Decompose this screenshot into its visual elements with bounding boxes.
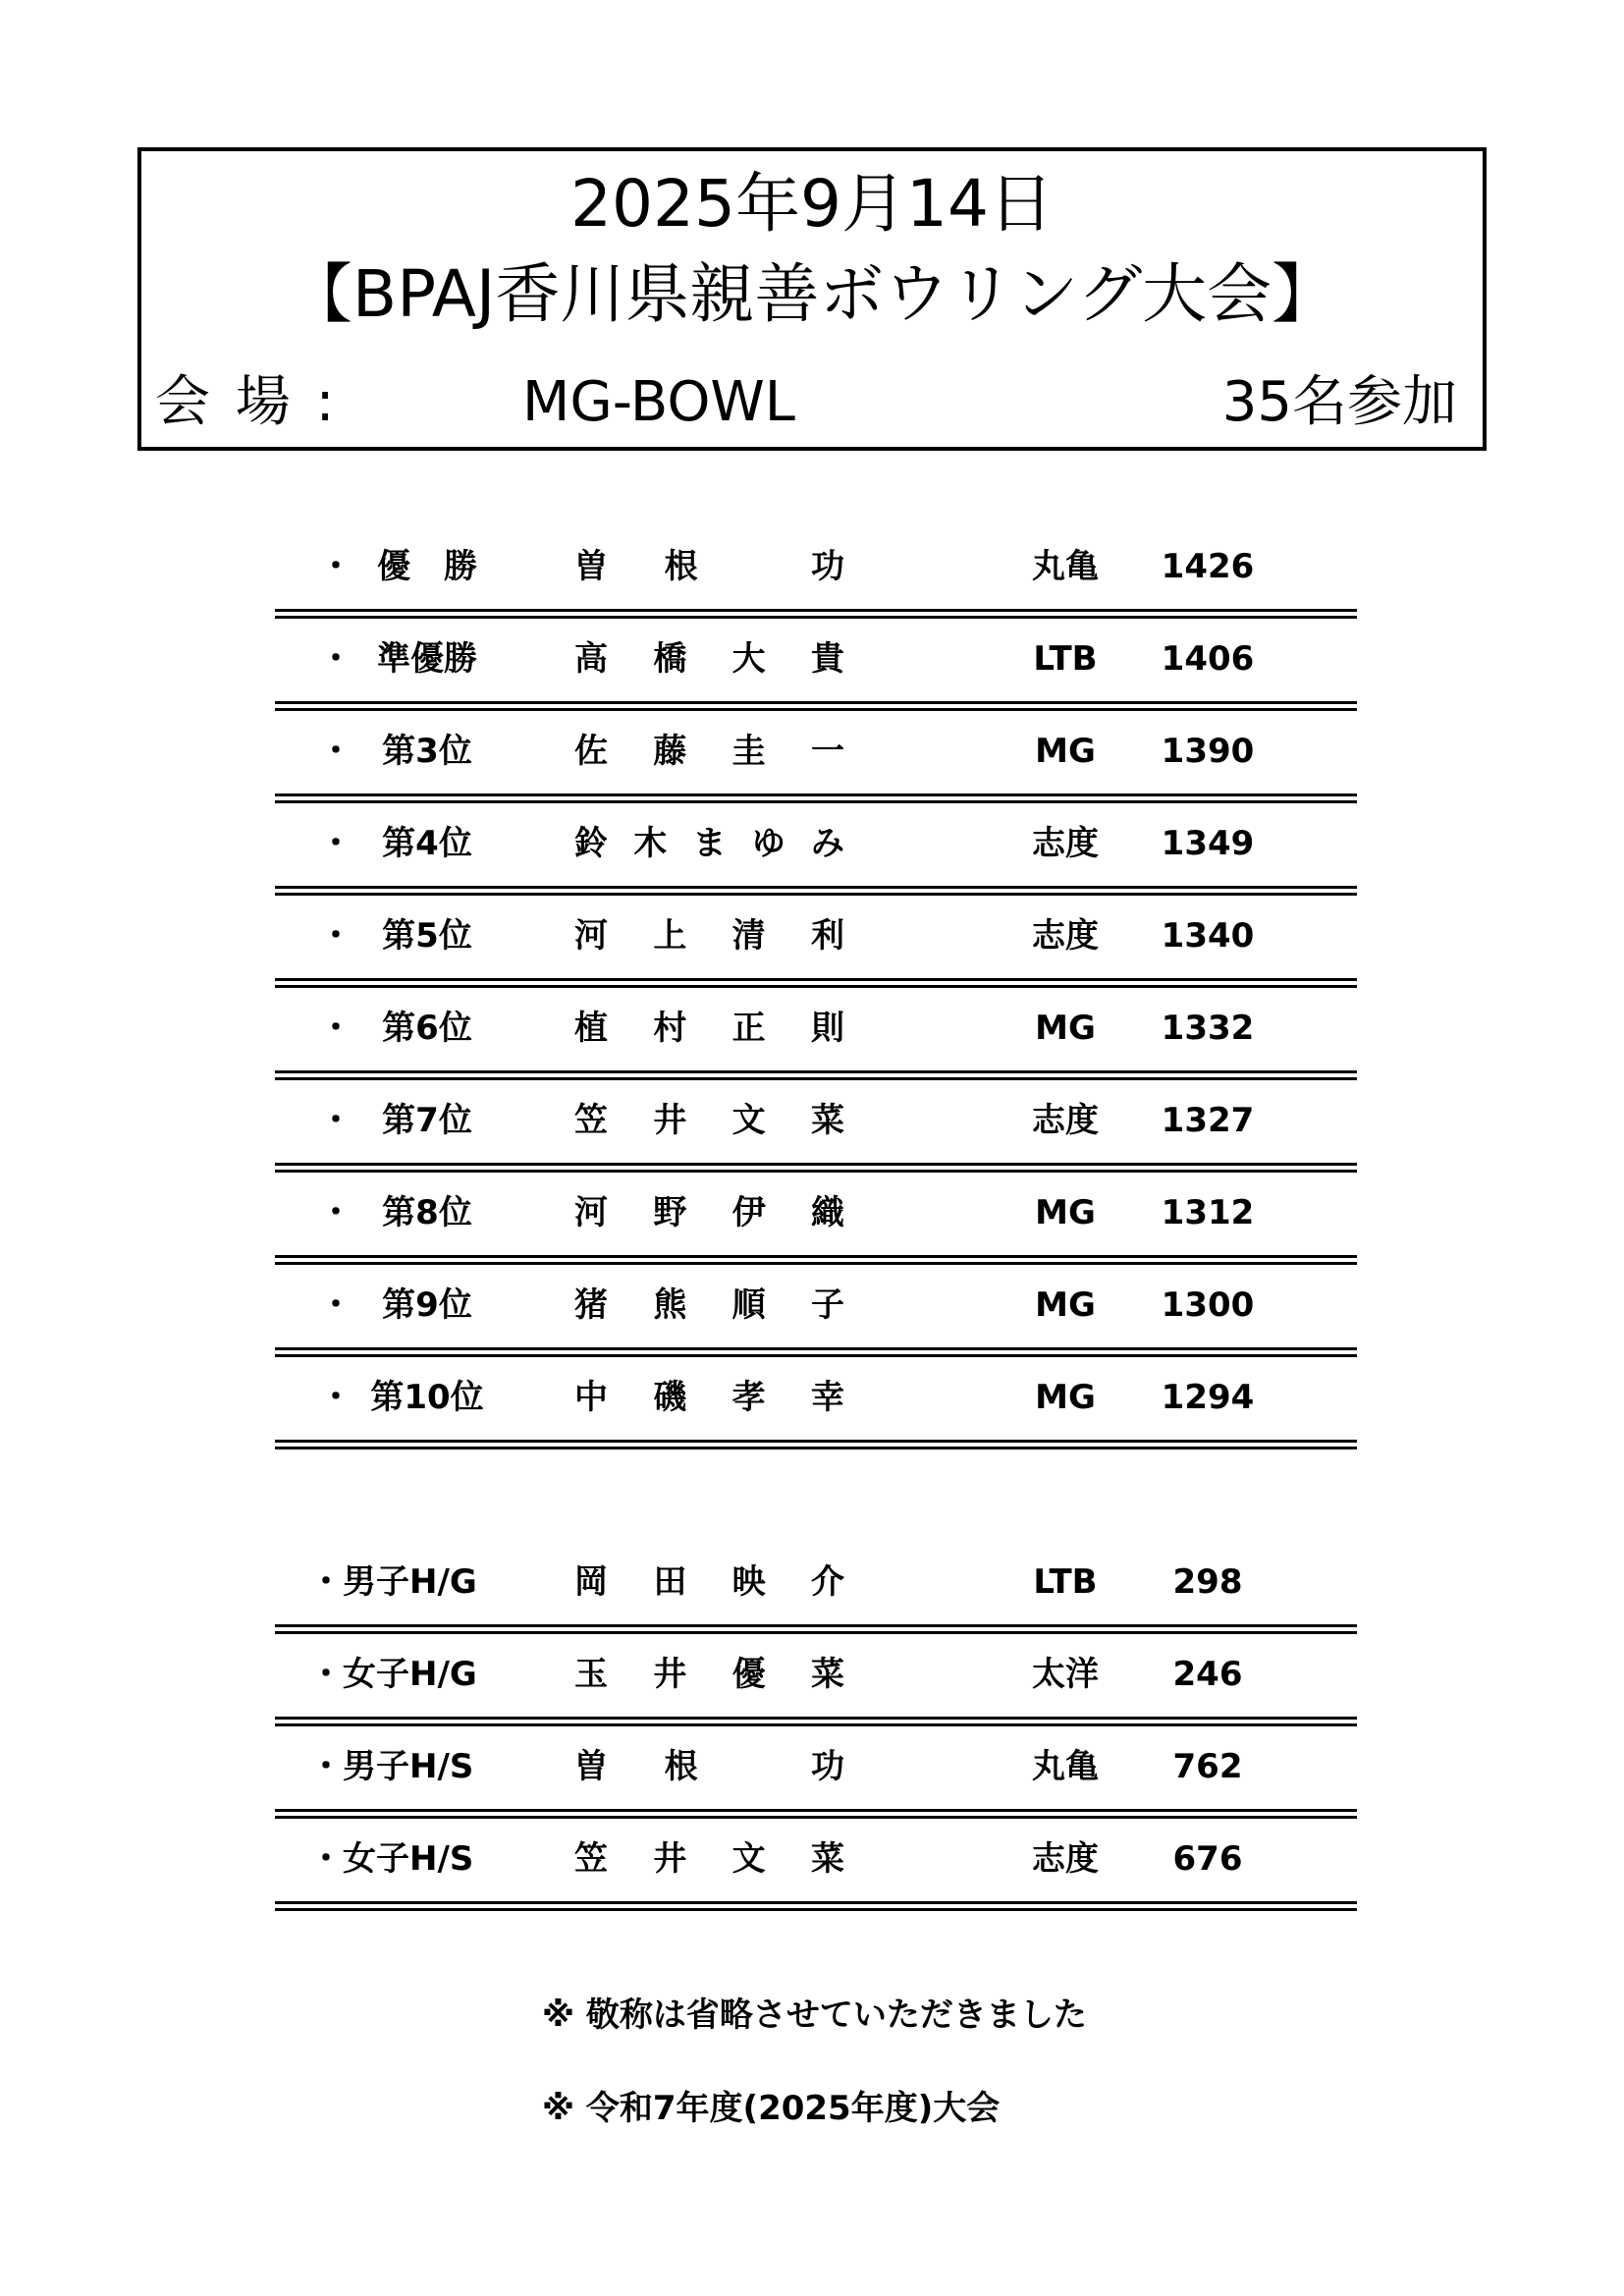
name-char: 介	[810, 1562, 844, 1602]
score-value: 1300	[1161, 1285, 1255, 1325]
rank-label: 第10位	[370, 1378, 484, 1417]
player-name	[574, 705, 844, 797]
rank-label: 第4位	[382, 824, 472, 863]
club-name: MG	[1035, 1009, 1096, 1048]
name-char: 笠	[574, 1839, 608, 1879]
club-name: LTB	[1033, 639, 1098, 679]
name-char: 上	[653, 916, 687, 956]
award-row	[275, 1813, 1357, 1905]
award-label: ・女子H/G	[309, 1655, 477, 1694]
player-name	[574, 797, 844, 890]
score-value: 1312	[1161, 1193, 1255, 1232]
name-char: 功	[810, 547, 844, 586]
name-char: 織	[810, 1193, 844, 1232]
name-char: 河	[574, 916, 608, 956]
name-char: み	[811, 824, 844, 863]
row-bullet: ・	[319, 1193, 352, 1232]
award-row	[275, 1628, 1357, 1721]
score-value: 1349	[1161, 824, 1255, 863]
name-char: 圭	[731, 732, 766, 771]
rank-label: 第7位	[382, 1101, 472, 1140]
score-value: 762	[1172, 1747, 1243, 1786]
name-char: 則	[810, 1009, 844, 1048]
row-bullet: ・	[319, 916, 352, 956]
name-char: 野	[653, 1193, 687, 1232]
name-char: 清	[731, 916, 766, 956]
name-char: 功	[810, 1747, 844, 1786]
name-char: 木	[633, 824, 668, 863]
name-char: 菜	[810, 1839, 844, 1879]
name-char: 猪	[574, 1285, 608, 1325]
name-char: 佐	[574, 732, 608, 771]
score-value: 246	[1172, 1655, 1243, 1694]
name-char: 根	[664, 547, 698, 586]
name-char: 中	[574, 1378, 608, 1417]
award-label: ・女子H/S	[309, 1839, 474, 1879]
rank-label: 第9位	[382, 1285, 472, 1325]
score-value: 1327	[1161, 1101, 1255, 1140]
award-label: ・男子H/G	[309, 1562, 477, 1602]
name-char: 村	[653, 1009, 687, 1048]
name-char: 磯	[653, 1378, 687, 1417]
row-bullet: ・	[319, 1101, 352, 1140]
participant-count: 35名参加	[1221, 370, 1457, 434]
name-char: 伊	[731, 1193, 766, 1232]
player-name	[574, 1628, 844, 1721]
note-honorifics: ※ 敬称は省略させていただきました	[542, 1995, 1087, 2035]
player-name	[574, 1167, 844, 1259]
name-char: 文	[731, 1101, 766, 1140]
score-value: 1390	[1161, 732, 1255, 771]
player-name	[574, 1259, 844, 1351]
rank-label: 準優勝	[377, 639, 477, 679]
club-name: MG	[1035, 1285, 1096, 1325]
double-rule	[275, 1901, 1357, 1911]
score-value: 1294	[1161, 1378, 1255, 1417]
ranking-row	[275, 613, 1357, 705]
club-name: 太洋	[1032, 1655, 1099, 1694]
name-char: 藤	[653, 732, 687, 771]
club-name: LTB	[1033, 1562, 1098, 1602]
score-value: 1406	[1161, 639, 1255, 679]
row-bullet: ・	[319, 1285, 352, 1325]
score-value: 1426	[1161, 547, 1255, 586]
name-char: 曽	[574, 1747, 608, 1786]
ranking-row	[275, 1351, 1357, 1444]
club-name: 志度	[1032, 1101, 1099, 1140]
club-name: 丸亀	[1032, 1747, 1099, 1786]
name-char: 植	[574, 1009, 608, 1048]
ranking-row	[275, 1259, 1357, 1351]
name-char: 孝	[731, 1378, 766, 1417]
player-name	[574, 520, 844, 613]
name-char: 利	[810, 916, 844, 956]
name-char: 井	[653, 1101, 687, 1140]
name-char: 映	[731, 1562, 766, 1602]
rank-label: 第8位	[382, 1193, 472, 1232]
name-char: 文	[731, 1839, 766, 1879]
name-char: 大	[731, 639, 766, 679]
club-name: 志度	[1032, 824, 1099, 863]
name-char: 河	[574, 1193, 608, 1232]
club-name: 丸亀	[1032, 547, 1099, 586]
name-char: 田	[653, 1562, 687, 1602]
name-char: ゆ	[751, 824, 785, 863]
ranking-row	[275, 705, 1357, 797]
club-name: MG	[1035, 732, 1096, 771]
club-name: 志度	[1032, 916, 1099, 956]
ranking-row	[275, 1074, 1357, 1167]
row-bullet: ・	[319, 547, 352, 586]
award-row	[275, 1721, 1357, 1813]
name-char: 優	[731, 1655, 766, 1694]
player-name	[574, 613, 844, 705]
name-char: 橋	[653, 639, 687, 679]
row-bullet: ・	[319, 824, 352, 863]
name-char: 子	[810, 1285, 844, 1325]
player-name	[574, 982, 844, 1074]
club-name: MG	[1035, 1378, 1096, 1417]
name-char: 熊	[653, 1285, 687, 1325]
name-char: 笠	[574, 1101, 608, 1140]
ranking-row	[275, 890, 1357, 982]
rank-label: 第5位	[382, 916, 472, 956]
name-char: 井	[653, 1839, 687, 1879]
name-char: 根	[664, 1747, 698, 1786]
club-name: MG	[1035, 1193, 1096, 1232]
rank-label: 第3位	[382, 732, 472, 771]
award-row	[275, 1536, 1357, 1628]
event-title: 【BPAJ香川県親善ボウリング大会】	[287, 256, 1337, 332]
name-char: 幸	[810, 1378, 844, 1417]
header-box	[137, 147, 1487, 451]
name-char: ま	[692, 824, 727, 863]
note-year: ※ 令和7年度(2025年度)大会	[542, 2089, 1001, 2128]
name-char: 曽	[574, 547, 608, 586]
row-bullet: ・	[319, 639, 352, 679]
ranking-row	[275, 797, 1357, 890]
score-value: 298	[1172, 1562, 1243, 1602]
name-char: 玉	[574, 1655, 608, 1694]
award-label: ・男子H/S	[309, 1747, 474, 1786]
venue-label: 会 場 :	[155, 370, 339, 434]
ranking-row	[275, 1167, 1357, 1259]
club-name: 志度	[1032, 1839, 1099, 1879]
player-name	[574, 1721, 844, 1813]
name-char: 菜	[810, 1655, 844, 1694]
name-char: 正	[731, 1009, 766, 1048]
rank-label: 第6位	[382, 1009, 472, 1048]
name-char: 岡	[574, 1562, 608, 1602]
name-char: 一	[810, 732, 844, 771]
row-bullet: ・	[319, 1378, 352, 1417]
venue-name: MG-BOWL	[522, 370, 796, 434]
venue-row	[141, 367, 1483, 438]
score-value: 1340	[1161, 916, 1255, 956]
rank-label: 優 勝	[377, 547, 477, 586]
name-char: 順	[731, 1285, 766, 1325]
score-value: 1332	[1161, 1009, 1255, 1048]
player-name	[574, 1074, 844, 1167]
name-char: 菜	[810, 1101, 844, 1140]
event-date: 2025年9月14日	[570, 166, 1054, 242]
name-char: 高	[574, 639, 608, 679]
name-char: 鈴	[574, 824, 608, 863]
ranking-row	[275, 520, 1357, 613]
player-name	[574, 1536, 844, 1628]
name-char: 貴	[810, 639, 844, 679]
player-name	[574, 1813, 844, 1905]
player-name	[574, 890, 844, 982]
row-bullet: ・	[319, 732, 352, 771]
score-value: 676	[1172, 1839, 1243, 1879]
row-bullet: ・	[319, 1009, 352, 1048]
double-rule	[275, 1440, 1357, 1449]
player-name	[574, 1351, 844, 1444]
name-char: 井	[653, 1655, 687, 1694]
ranking-row	[275, 982, 1357, 1074]
